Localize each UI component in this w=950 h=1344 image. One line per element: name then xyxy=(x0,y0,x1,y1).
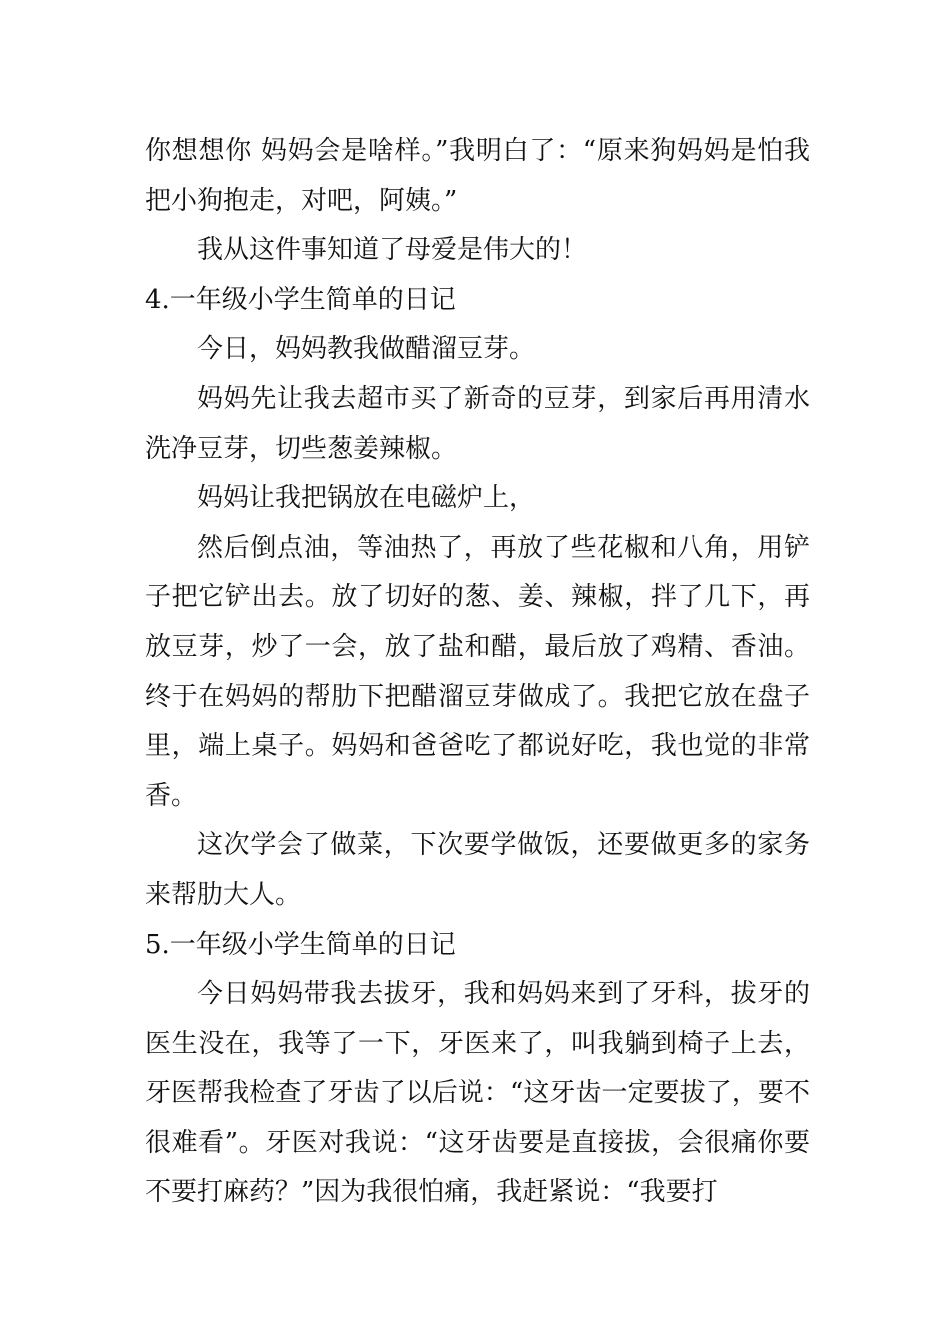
paragraph: 妈妈先让我去超市买了新奇的豆芽，到家后再用清水洗净豆芽，切些葱姜辣椒。 xyxy=(145,383,810,464)
paragraph: 今日妈妈带我去拔牙，我和妈妈来到了牙科，拔牙的医生没在，我等了一下，牙医来了，叫我躺到椅子上去，牙医帮我检查了牙齿了以后说：“这牙齿一定要拔了，要不很难看”。牙医对我说：“这牙齿要是直接拔，会很痛你要不要打麻药？”因为我很怕痛，我赶紧说：“我要打 xyxy=(145,979,810,1208)
paragraph: 这次学会了做菜，下次要学做饭，还要做更多的家务来帮肋大人。 xyxy=(145,830,810,910)
section-heading: 4.一年级小学生简单的日记 xyxy=(145,284,456,315)
document-body xyxy=(145,127,810,1218)
paragraph: 你想想你 妈妈会是啥样。”我明白了：“原来狗妈妈是怕我把小狗抱走，对吧，阿姨。” xyxy=(145,136,810,216)
paragraph: 妈妈让我把锅放在电磁炉上， xyxy=(197,483,536,514)
paragraph: 我从这件事知道了母爱是伟大的！ xyxy=(197,235,588,266)
section-heading: 5.一年级小学生简单的日记 xyxy=(145,929,456,960)
paragraph: 然后倒点油，等油热了，再放了些花椒和八角，用铲子把它铲出去。放了切好的葱、姜、辣椒，拌了几下，再放豆芽，炒了一会，放了盐和醋，最后放了鸡精、香油。终于在妈妈的帮肋下把醋溜豆芽做成了。我把它放在盘子里，端上桌子。妈妈和爸爸吃了都说好吃，我也觉的非常香。 xyxy=(145,532,810,811)
paragraph: 今日，妈妈教我做醋溜豆芽。 xyxy=(197,334,536,365)
